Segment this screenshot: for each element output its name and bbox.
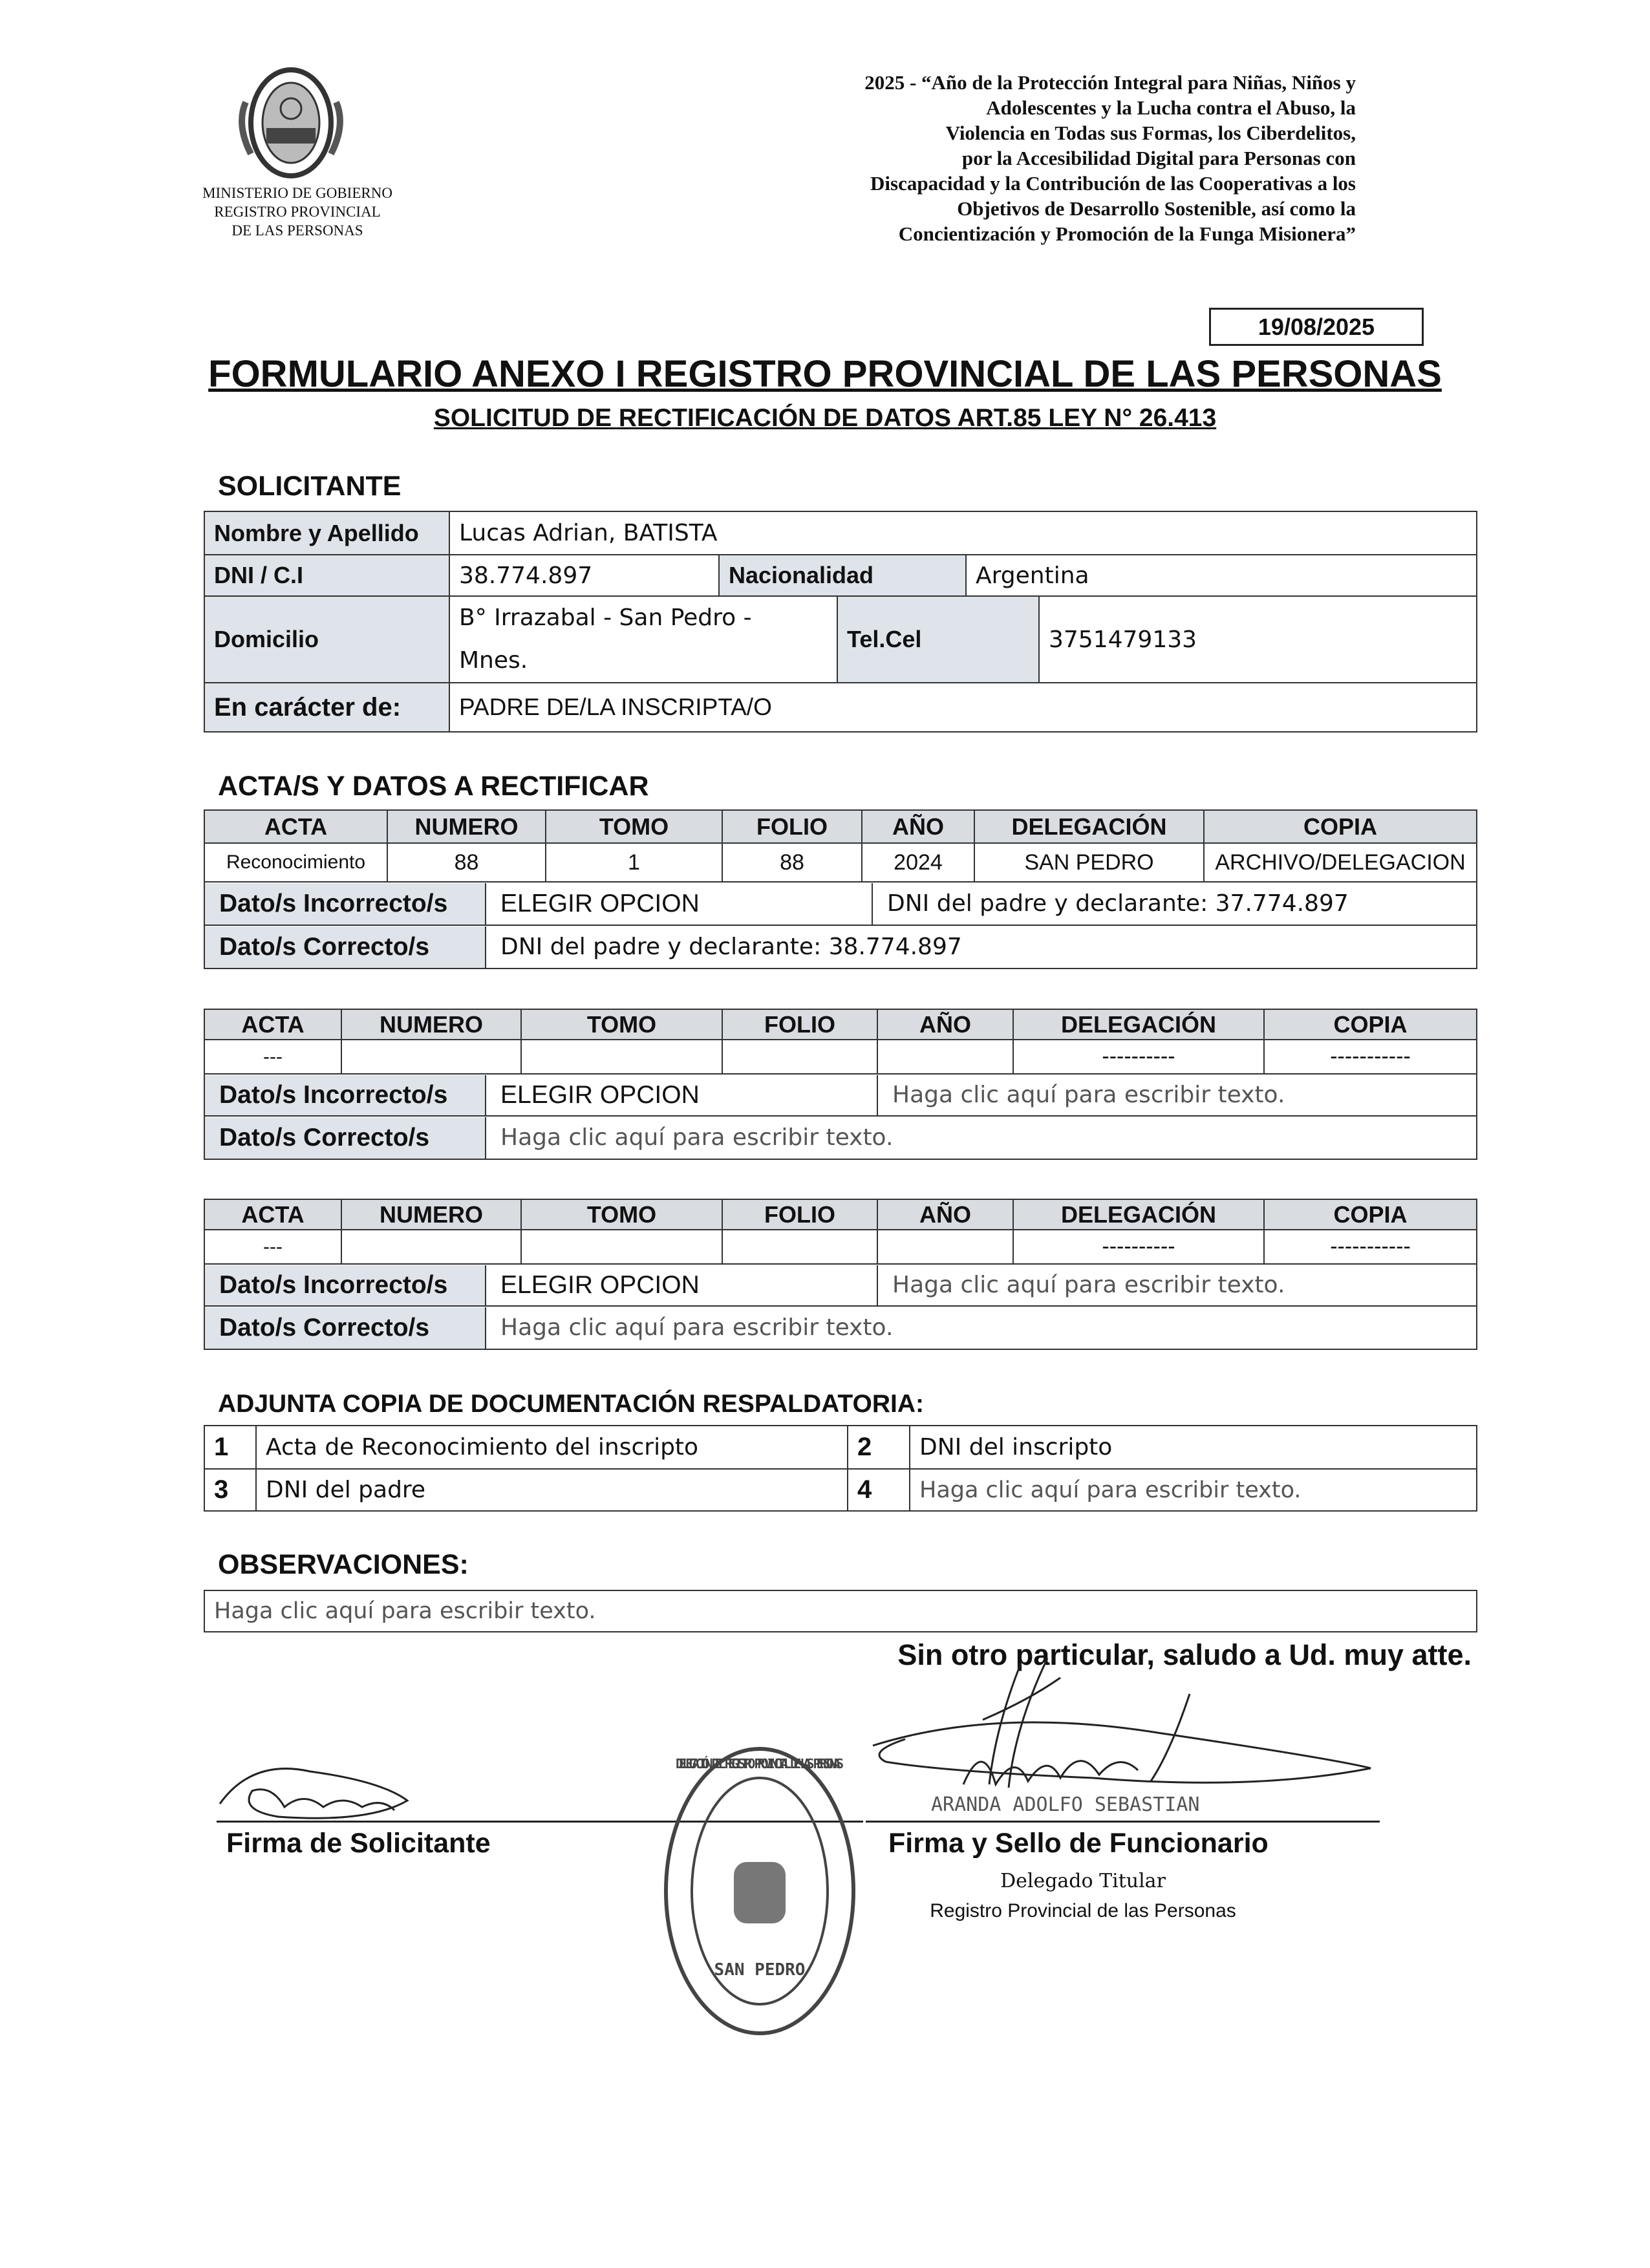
incorrect-data-field[interactable]: Haga clic aquí para escribir texto. xyxy=(892,1272,1285,1298)
round-official-stamp xyxy=(659,1742,860,2040)
acta-cell[interactable] xyxy=(341,1040,521,1074)
column-header: COPIA xyxy=(1204,810,1477,843)
observaciones-table xyxy=(204,1590,1477,1632)
column-header: DELEGACIÓN xyxy=(1013,1199,1264,1230)
motto-line: Discapacidad y la Contribución de las Cooperativas a los xyxy=(870,172,1356,195)
official-name-stamp: ARANDA ADOLFO SEBASTIAN xyxy=(931,1793,1200,1816)
item-number: 4 xyxy=(848,1469,910,1511)
applicant-signature-label: Firma de Solicitante xyxy=(226,1828,491,1859)
column-header: DELEGACIÓN xyxy=(974,810,1204,843)
adjunta-table xyxy=(204,1425,1477,1512)
acta-cell[interactable]: ----------- xyxy=(1264,1230,1477,1264)
column-header: FOLIO xyxy=(722,810,862,843)
correct-data-field[interactable]: DNI del padre y declarante: 38.774.897 xyxy=(500,934,962,960)
acta-cell[interactable] xyxy=(877,1040,1013,1074)
nombre-label: Nombre y Apellido xyxy=(204,511,449,555)
incorrect-data-field[interactable]: Haga clic aquí para escribir texto. xyxy=(892,1082,1285,1108)
option-dropdown[interactable]: ELEGIR OPCION xyxy=(486,1075,878,1115)
provincial-coat-of-arms-logo xyxy=(233,63,349,183)
column-header: AÑO xyxy=(862,810,974,843)
item-number: 3 xyxy=(204,1469,256,1511)
domicilio-line: Mnes. xyxy=(459,647,528,674)
round-stamp-text: DELEGACIÓN DEL REGISTRO PROVINCIAL DE LAS PERSONAS xyxy=(676,1756,844,1771)
column-header: FOLIO xyxy=(722,1199,877,1230)
column-header: ACTA xyxy=(204,810,387,843)
correct-data-label: Dato/s Correcto/s xyxy=(205,926,486,968)
column-header: AÑO xyxy=(877,1199,1013,1230)
acta-cell[interactable]: ARCHIVO/DELEGACION xyxy=(1204,843,1477,882)
year-motto xyxy=(515,70,1356,246)
acta-cell[interactable] xyxy=(341,1230,521,1264)
motto-line: Violencia en Todas sus Formas, los Ciberdelitos, xyxy=(945,122,1356,144)
motto-line: Adolescentes y la Lucha contra el Abuso, la xyxy=(986,96,1356,119)
item-number: 1 xyxy=(204,1426,256,1469)
column-header: COPIA xyxy=(1264,1009,1477,1040)
domicilio-field[interactable] xyxy=(449,596,837,683)
nombre-field[interactable]: Lucas Adrian, BATISTA xyxy=(449,511,1477,555)
domicilio-label: Domicilio xyxy=(204,596,449,683)
section-heading-solicitante: SOLICITANTE xyxy=(218,471,402,502)
acta-cell[interactable] xyxy=(521,1040,722,1074)
nacionalidad-label: Nacionalidad xyxy=(719,555,966,596)
column-header: NUMERO xyxy=(341,1009,521,1040)
column-header: DELEGACIÓN xyxy=(1013,1009,1264,1040)
ministry-name xyxy=(188,184,407,240)
acta-cell[interactable]: 88 xyxy=(722,843,862,882)
acta-table xyxy=(204,1199,1477,1350)
form-title: FORMULARIO ANEXO I REGISTRO PROVINCIAL DE LAS PERSONAS xyxy=(208,353,1442,395)
acta-cell[interactable]: ---------- xyxy=(1013,1230,1264,1264)
motto-line: por la Accesibilidad Digital para Personas con xyxy=(961,147,1356,169)
acta-table xyxy=(204,809,1477,969)
round-stamp-location: SAN PEDRO xyxy=(714,1960,806,1980)
option-dropdown[interactable]: ELEGIR OPCION xyxy=(486,883,873,925)
column-header: TOMO xyxy=(521,1009,722,1040)
observaciones-field[interactable]: Haga clic aquí para escribir texto. xyxy=(204,1590,1477,1632)
correct-data-label: Dato/s Correcto/s xyxy=(205,1307,486,1349)
form-subtitle: SOLICITUD DE RECTIFICACIÓN DE DATOS ART.85 LEY N° 26.413 xyxy=(433,404,1217,432)
tel-field[interactable]: 3751479133 xyxy=(1039,596,1477,683)
correct-data-label: Dato/s Correcto/s xyxy=(205,1117,486,1159)
closing-text: Sin otro particular, saludo a Ud. muy atte. xyxy=(897,1638,1472,1671)
applicant-signature xyxy=(213,1746,459,1836)
caracter-field[interactable]: PADRE DE/LA INSCRIPTA/O xyxy=(449,683,1477,732)
acta-cell[interactable] xyxy=(521,1230,722,1264)
official-organization: Registro Provincial de las Personas xyxy=(930,1900,1236,1921)
official-signature xyxy=(866,1655,1384,1797)
adjunta-item-field[interactable]: DNI del padre xyxy=(256,1469,848,1511)
official-role: Delegado Titular xyxy=(1000,1870,1166,1892)
acta-table xyxy=(204,1009,1477,1160)
section-heading-observaciones: OBSERVACIONES: xyxy=(218,1549,469,1580)
column-header: ACTA xyxy=(204,1199,341,1230)
column-header: AÑO xyxy=(877,1009,1013,1040)
item-number: 2 xyxy=(848,1426,910,1469)
column-header: NUMERO xyxy=(387,810,546,843)
column-header: TOMO xyxy=(521,1199,722,1230)
incorrect-data-field[interactable]: DNI del padre y declarante: 37.774.897 xyxy=(887,890,1349,917)
tel-label: Tel.Cel xyxy=(837,596,1039,683)
acta-cell[interactable]: 88 xyxy=(387,843,546,882)
column-header: FOLIO xyxy=(722,1009,877,1040)
caracter-label: En carácter de: xyxy=(204,683,449,732)
section-heading-actas: ACTA/S Y DATOS A RECTIFICAR xyxy=(218,771,649,802)
section-heading-adjunta: ADJUNTA COPIA DE DOCUMENTACIÓN RESPALDATORIA: xyxy=(218,1390,924,1418)
acta-cell[interactable]: 1 xyxy=(546,843,722,882)
official-signature-line xyxy=(866,1821,1380,1823)
adjunta-item-field[interactable]: DNI del inscripto xyxy=(910,1426,1477,1469)
option-dropdown[interactable]: ELEGIR OPCION xyxy=(486,1265,878,1305)
adjunta-item-field[interactable]: Acta de Reconocimiento del inscripto xyxy=(256,1426,848,1469)
column-header: NUMERO xyxy=(341,1199,521,1230)
solicitante-table xyxy=(204,511,1477,733)
incorrect-data-label: Dato/s Incorrecto/s xyxy=(205,883,486,925)
acta-cell[interactable]: SAN PEDRO xyxy=(974,843,1204,882)
dni-label: DNI / C.I xyxy=(204,555,449,596)
incorrect-data-label: Dato/s Incorrecto/s xyxy=(205,1265,486,1305)
acta-cell[interactable]: ----------- xyxy=(1264,1040,1477,1074)
acta-cell[interactable]: --- xyxy=(204,1230,341,1264)
adjunta-item-field[interactable]: Haga clic aquí para escribir texto. xyxy=(910,1469,1477,1511)
date-field[interactable]: 19/08/2025 xyxy=(1209,308,1424,346)
acta-cell[interactable]: 2024 xyxy=(862,843,974,882)
acta-cell[interactable] xyxy=(722,1040,877,1074)
acta-cell[interactable] xyxy=(877,1230,1013,1264)
column-header: TOMO xyxy=(546,810,722,843)
correct-data-field[interactable]: Haga clic aquí para escribir texto. xyxy=(500,1314,894,1341)
acta-cell[interactable]: ---------- xyxy=(1013,1040,1264,1074)
correct-data-field[interactable]: Haga clic aquí para escribir texto. xyxy=(500,1124,894,1151)
motto-line: Concientización y Promoción de la Funga Misionera” xyxy=(898,222,1356,245)
nacionalidad-field[interactable]: Argentina xyxy=(966,555,1477,596)
acta-cell[interactable]: Reconocimiento xyxy=(204,843,387,882)
motto-line: Objetivos de Desarrollo Sostenible, así como la xyxy=(957,197,1356,220)
acta-cell[interactable]: --- xyxy=(204,1040,341,1074)
column-header: ACTA xyxy=(204,1009,341,1040)
dni-field[interactable]: 38.774.897 xyxy=(449,555,719,596)
column-header: COPIA xyxy=(1264,1199,1477,1230)
official-signature-label: Firma y Sello de Funcionario xyxy=(888,1828,1269,1859)
acta-cell[interactable] xyxy=(722,1230,877,1264)
ministry-line: REGISTRO PROVINCIAL xyxy=(214,204,381,220)
incorrect-data-label: Dato/s Incorrecto/s xyxy=(205,1075,486,1115)
ministry-line: MINISTERIO DE GOBIERNO xyxy=(202,185,392,201)
motto-line: 2025 - “Año de la Protección Integral para Niñas, Niños y xyxy=(864,71,1356,94)
ministry-line: DE LAS PERSONAS xyxy=(231,222,363,239)
domicilio-line: B° Irrazabal - San Pedro - xyxy=(459,604,752,631)
